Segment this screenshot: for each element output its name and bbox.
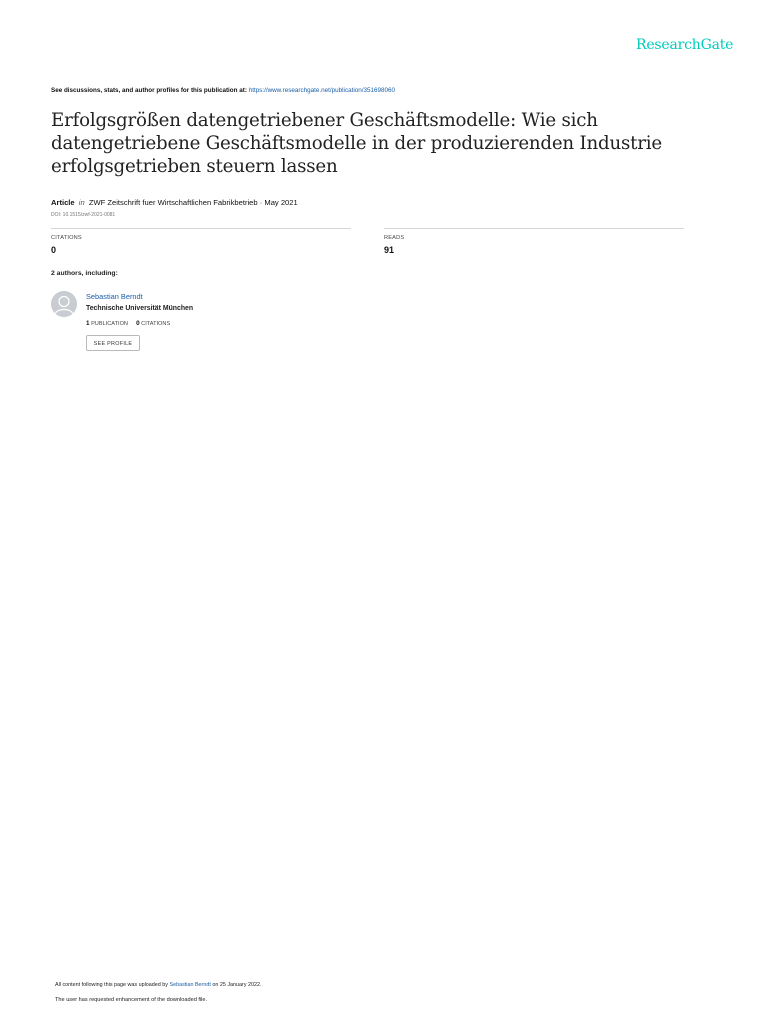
citations-label: CITATIONS [51,235,82,241]
uploader-link[interactable]: Sebastian Berndt [169,982,211,988]
citations-divider [51,228,351,229]
reads-divider [384,228,684,229]
author-institution: Technische Universität München [86,305,194,312]
researchgate-logo[interactable]: ResearchGate [636,37,734,53]
author-publications-count: 1 [86,320,90,327]
upload-note-prefix: All content following this page was uploaded by [55,982,168,988]
author-name-link[interactable]: Sebastian Berndt [86,292,143,301]
citations-value: 0 [51,245,57,255]
reads-label: READS [384,235,405,241]
enhancement-note: The user has requested enhancement of the downloaded file. [55,997,208,1003]
article-type: Article [51,198,75,207]
in-label: in [78,198,85,207]
publication-link-note [51,87,395,94]
see-profile-button[interactable]: SEE PROFILE [86,335,140,351]
doi: DOI: 10.1515/zwf-2021-0081 [51,212,116,218]
upload-note-suffix: on 25 January 2022. [212,982,262,988]
author-stats [86,320,170,327]
article-meta [51,198,298,207]
publication-url-link[interactable]: https://www.researchgate.net/publication/351698060 [248,87,396,94]
author-publications-label: PUBLICATION [91,321,128,327]
author-citations-label: CITATIONS [141,321,171,327]
user-silhouette-icon [51,291,77,317]
author-citations-count: 0 [136,320,140,327]
author-avatar[interactable] [51,291,77,317]
journal-name[interactable]: ZWF Zeitschrift fuer Wirtschaftlichen Fabrikbetrieb [88,198,258,207]
reads-value: 91 [384,245,395,255]
top-note-prefix: See discussions, stats, and author profiles for this publication at: [51,87,247,94]
upload-note [55,982,262,988]
publication-date: · May 2021 [259,198,298,207]
article-title: Erfolgsgrößen datengetriebener Geschäftsmodelle: Wie sich datengetriebene Geschäftsmodelle in der produzierenden Industrie erfolgsgetrieben steuern lassen [51,110,662,177]
authors-heading: 2 authors, including: [51,270,118,277]
